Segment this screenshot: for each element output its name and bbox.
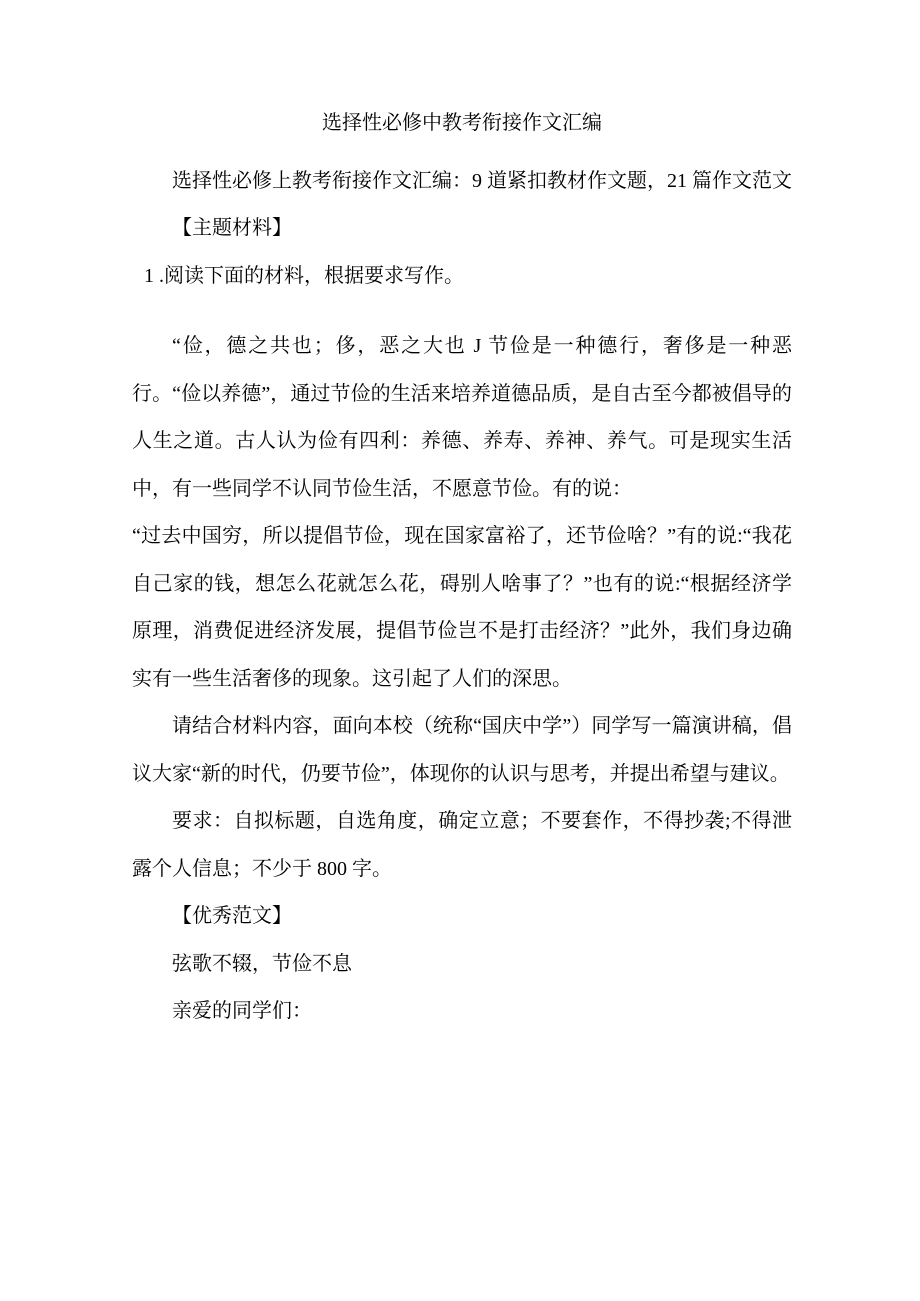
question-instruction-paragraph: 1 .阅读下面的材料，根据要求写作。: [144, 264, 464, 287]
salutation-line: 亲爱的同学们：: [172, 1000, 312, 1022]
section-header-sample-essay: 【优秀范文】: [172, 905, 292, 927]
material-paragraph-2: “过去中国穷，所以提倡节俭，现在国家富裕了，还节俭啥？”有的说:“我花自己家的钱，想怎么花就怎么花，碍别人啥事了？”也有的说:“根据经济学原理，消费促进经济发展，提倡节俭岂不是打击经济？”此外，我们身边确实有一些生活奢侈的现象。这引起了人们的深思。: [132, 525, 792, 690]
task-paragraph: 请结合材料内容，面向本校（统称“国庆中学”）同学写一篇演讲稿，倡议大家“新的时代，仍要节俭”，体现你的认识与思考，并提出希望与建议。: [132, 715, 792, 785]
document-title-text: 选择性必修中教考衔接作文汇编: [322, 112, 602, 134]
section-header-topic-material: 【主题材料】: [172, 217, 292, 239]
essay-title-line: 弦歌不辍，节俭不息: [172, 952, 352, 975]
requirements-paragraph: 要求：自拟标题，自选角度，确定立意；不要套作，不得抄袭;不得泄露个人信息；不少于 800 字。: [132, 810, 792, 880]
intro-paragraph: 选择性必修上教考衔接作文汇编：9 道紧扣教材作文题，21 篇作文范文: [172, 169, 792, 192]
document-title: [132, 100, 792, 148]
material-paragraph-1: “俭，德之共也；侈，恶之大也 J 节俭是一种德行，奢侈是一种恶行。“俭以养德”，通过节俭的生活来培养道德品质，是自古至今都被倡导的人生之道。古人认为俭有四利：养德、养寿、养神、养气。可是现实生活中，有一些同学不认同节俭生活，不愿意节俭。有的说：: [132, 335, 792, 500]
